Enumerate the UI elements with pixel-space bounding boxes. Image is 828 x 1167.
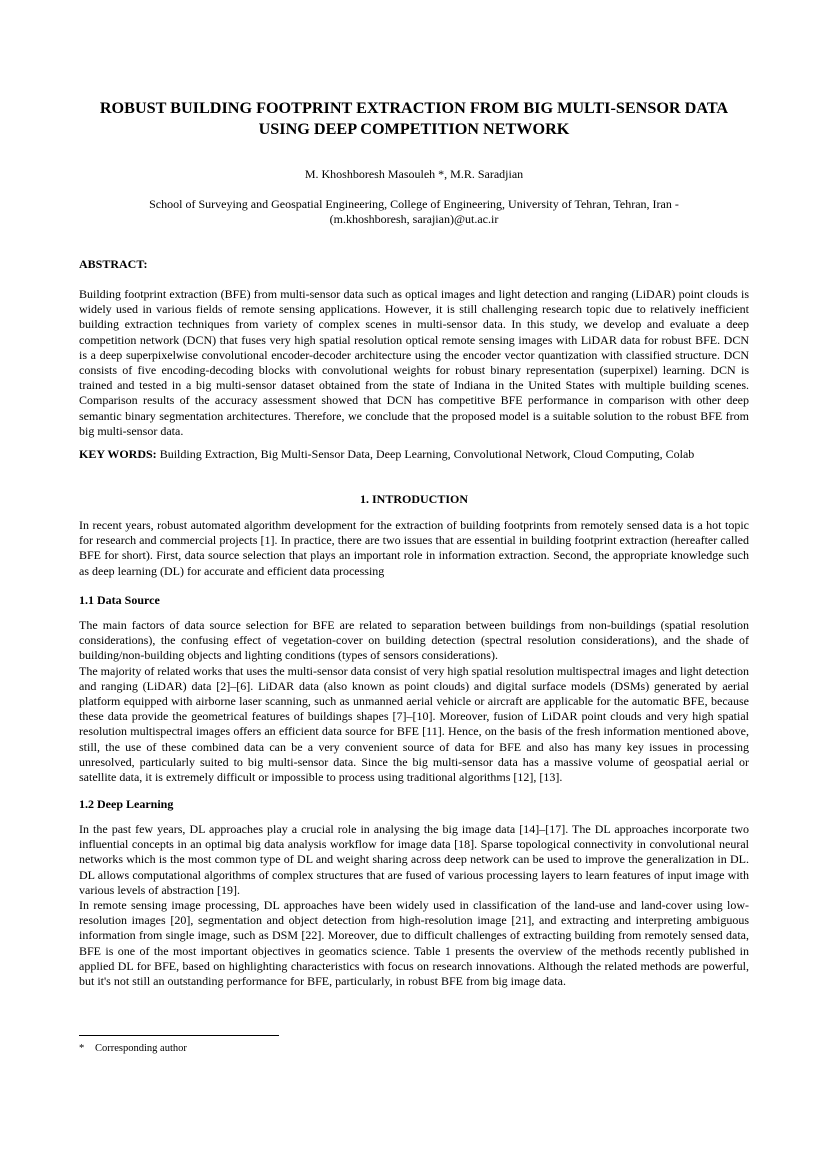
author-list: M. Khoshboresh Masouleh *, M.R. Saradjian [304, 167, 524, 181]
data-source-paragraph-2: The majority of related works that uses the multi-sensor data consist of very high spatial resolution multispectral images and light detection and ranging (LiDAR) data [2]–[6]. LiDAR data (also known as point clouds) and digital surface models (DSMs) generated by aerial platform equipped with airborne laser scanning, such as unmanned aerial vehicle or aircraft are applicable for the automatic BFE, because these data provide the geometrical features of buildings shapes [7]–[10]. Moreover, fusion of LiDAR point clouds and very high spatial resolution multispectral images offers an efficient data source for BFE [11]. Hence, on the basis of the fresh information mentioned above, still, the use of these combined data can be a very convenient source of data for BFE and also has many key issues in processing unresolved, particularly suited to big multi-sensor data. Since the big multi-sensor data has a massive volume of geospatial aerial or satellite data, it is extremely difficult or impossible to process using traditional algorithms [12], [13]. [79, 663, 749, 785]
introduction-body [79, 518, 749, 579]
deep-learning-paragraph-1: In the past few years, DL approaches play a crucial role in analysing the big image data [14]–[17]. The DL approaches incorporate two influential concepts in an optimal big data analysis workflow for image data [18]. Sparse topological connectivity in convolutional neural networks which is the most common type of DL and weight sharing across deep network can be used to improve the generalization in DL. DL allows computational algorithms of complex structures that are fused of various processing layers to learn features of input image with various levels of abstraction [19]. [79, 822, 749, 897]
introduction-paragraph: In recent years, robust automated algorithm development for the extraction of building footprints from remotely sensed data is a hot topic for research and commercial projects [1]. In practice, there are two issues that are essential in building footprint extraction (hereafter called BFE for short). First, data source selection that plays an important role in information extraction. Second, the appropriate knowledge such as deep learning (DL) for accurate and efficient data processing [79, 518, 749, 578]
footnote-mark: * [79, 1043, 85, 1054]
section-heading-introduction: 1. INTRODUCTION [359, 492, 468, 506]
affiliation [79, 197, 749, 227]
footnote-divider [79, 1035, 279, 1036]
paper-title [79, 98, 749, 140]
subsection-heading-data-source: 1.1 Data Source [79, 593, 160, 607]
data-source-paragraph-1: The main factors of data source selection for BFE are related to separation between buildings from non-buildings (spatial resolution considerations), the confusing effect of vegetation-cover on building detection (spectral resolution considerations), and the shade of building/non-building objects and lighting conditions (types of sensors considerations). [79, 618, 749, 663]
affiliation-line-2: (m.khoshboresh, sarajian)@ut.ac.ir [329, 212, 499, 226]
keywords-text: Building Extraction, Big Multi-Sensor Data, Deep Learning, Convolutional Network, Cloud Computing, Colab [156, 447, 695, 461]
keywords-label: KEY WORDS: [79, 447, 157, 461]
title-line-2: USING DEEP COMPETITION NETWORK [258, 120, 570, 138]
footnote-text: Corresponding author [95, 1043, 187, 1054]
affiliation-line-1: School of Surveying and Geospatial Engineering, College of Engineering, University of Tehran, Tehran, Iran - [149, 197, 679, 211]
abstract-body [79, 287, 749, 439]
abstract-heading: ABSTRACT: [79, 257, 148, 271]
deep-learning-body [79, 822, 749, 989]
data-source-body [79, 618, 749, 785]
title-line-1: ROBUST BUILDING FOOTPRINT EXTRACTION FROM BIG MULTI-SENSOR DATA [99, 99, 729, 117]
deep-learning-paragraph-2: In remote sensing image processing, DL approaches have been widely used in classification of the land-use and land-cover using low-resolution images [20], segmentation and object detection from high-resolution image [21], and extracting and interpreting ambiguous information from single image, such as DSM [22]. Moreover, due to difficult challenges of extracting building from remotely sensed data, BFE is one of the most important objectives in geomatics science. Table 1 presents the overview of the methods recently published in applied DL for BFE, based on highlighting characteristics with focus on research innovations. Although the related methods are powerful, but it's not still an outstanding performance for BFE, particularly, in robust BFE from big image data. [79, 898, 749, 989]
subsection-heading-deep-learning: 1.2 Deep Learning [79, 797, 174, 811]
keywords [79, 447, 749, 462]
abstract-paragraph: Building footprint extraction (BFE) from multi-sensor data such as optical images and light detection and ranging (LiDAR) point clouds is widely used in various fields of remote sensing applications. However, it is still challenging research topic due to relatively inefficient building extraction techniques from variety of complex scenes in multi-sensor data. In this study, we develop and evaluate a deep competition network (DCN) that fuses very high spatial resolution optical remote sensing images with LiDAR data for robust BFE. DCN is a deep superpixelwise convolutional encoder-decoder architecture using the encoder vector quantization with classified structure. DCN consists of five encoding-decoding blocks with convolutional weights for robust binary representation (superpixel) learning. DCN is trained and tested in a big multi-sensor dataset obtained from the state of Indiana in the United States with multiple building scenes. Comparison results of the accuracy assessment showed that DCN has competitive BFE performance in comparison with other deep semantic binary segmentation architectures. Therefore, we conclude that the proposed model is a suitable solution to the robust BFE from big multi-sensor data. [79, 287, 749, 438]
footnote [79, 1042, 187, 1055]
